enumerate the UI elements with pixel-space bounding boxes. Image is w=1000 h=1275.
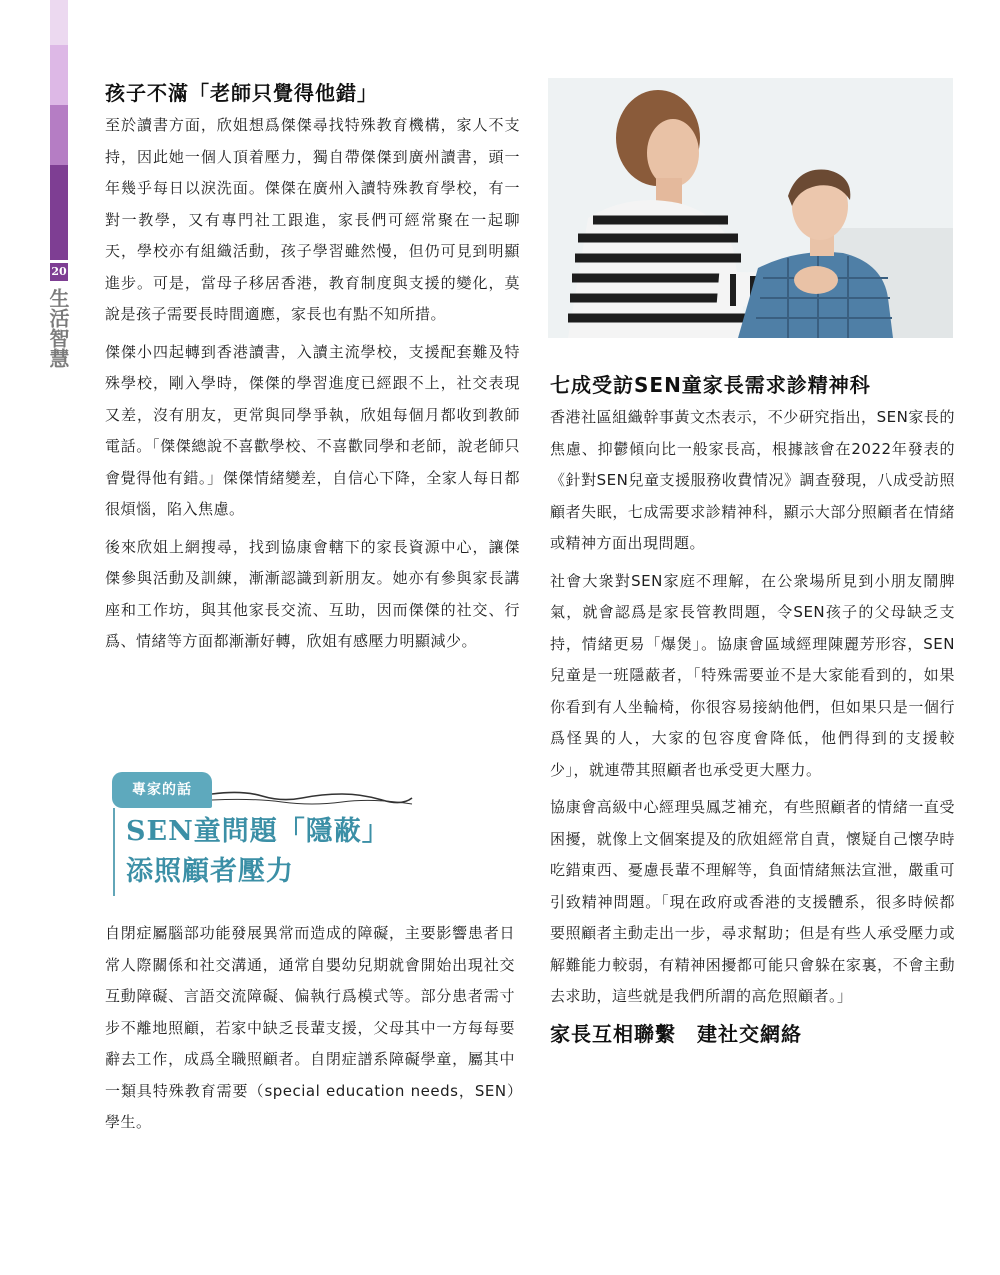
expert-callout — [112, 768, 432, 898]
page-number: 20 — [50, 263, 68, 281]
expert-title-line: 添照顧者壓力 — [126, 856, 294, 887]
body-paragraph: 傑傑小四起轉到香港讀書，入讀主流學校，支援配套難及特殊學校，剛入學時，傑傑的學習進度已經跟不上，社交表現又差，沒有朋友，更常與同學爭執，欣姐每個月都收到教師電話。「傑傑總說不喜歡學校、不喜歡同學和老師，說老師只會覺得他有錯。」傑傑情緒變差，自信心下降，全家人每日都很煩惱，陷入焦慮。 — [105, 342, 520, 518]
section-label: 生活智慧 — [46, 288, 70, 368]
sidebar-color-block — [50, 165, 68, 260]
body-paragraph: 至於讀書方面，欣姐想爲傑傑尋找特殊教育機構，家人不支持，因此她一個人頂着壓力，獨自帶傑傑到廣州讀書，頭一年幾乎每日以淚洗面。傑傑在廣州入讀特殊教育學校，有一對一教學，又有專門社工跟進，家長們可經常聚在一起聊天，學校亦有組織活動，孩子學習雖然慢，但仍可見到明顯進步。可是，當母子移居香港，教育制度與支援的變化，莫說是孩子需要長時間適應，家長也有點不知所措。 — [105, 116, 520, 323]
right-column — [550, 370, 955, 1051]
left-column-lower — [105, 918, 515, 1145]
body-paragraph: 社會大衆對SEN家庭不理解，在公衆場所見到小朋友鬧脾氣，就會認爲是家長管教問題，令SEN孩子的父母缺乏支持，情緒更易「爆煲」。協康會區域經理陳麗芳形容，SEN兒童是一班隱蔽者，「特殊需要並不是大家能看到的，如果你看到有人坐輪椅，你很容易接納他們，但如果只是一個行爲怪異的人，大家的包容度會降低，他們得到的支援較少」，就連帶其照顧者也承受更大壓力。 — [550, 571, 955, 779]
expert-tag: 專家的話 — [112, 772, 212, 808]
body-paragraph: 自閉症屬腦部功能發展異常而造成的障礙，主要影響患者日常人際關係和社交溝通，通常自嬰幼兒期就會開始出現社交互動障礙、言語交流障礙、偏執行爲模式等。部分患者需寸步不離地照顧，若家中缺乏長輩支援，父母其中一方每每要辭去工作，成爲全職照顧者。自閉症譜系障礙學童，屬其中一類具特殊教育需要（special education needs，SEN）學生。 — [105, 924, 515, 1131]
section-heading: 孩子不滿「老師只覺得他錯」 — [105, 81, 378, 105]
expert-title — [126, 812, 436, 892]
photo-illustration — [548, 78, 953, 338]
body-paragraph: 香港社區組織幹事黃文杰表示，不少研究指出，SEN家長的焦慮、抑鬱傾向比一般家長高，根據該會在2022年發表的《針對SEN兒童支援服務收費情况》調查發現，八成受訪照顧者失眠，七成需要求診精神科，顯示大部分照顧者在情緒或精神方面出現問題。 — [550, 408, 955, 552]
section-heading: 七成受訪SEN童家長需求診精神科 — [550, 373, 871, 397]
photo-mother-and-child — [548, 78, 953, 338]
sidebar-color-block — [50, 45, 68, 105]
sidebar-color-block — [50, 105, 68, 165]
section-heading: 家長互相聯繫 建社交網絡 — [550, 1021, 802, 1046]
left-column — [105, 78, 520, 664]
sidebar-color-block — [50, 0, 68, 45]
body-paragraph: 協康會高級中心經理吳鳳芝補充，有些照顧者的情緒一直受困擾，就像上文個案提及的欣姐經常自責，懷疑自己懷孕時吃錯東西、憂慮長輩不理解等，負面情緒無法宣泄，嚴重可引致精神問題。「現在政府或香港的支援體系，很多時候都要照顧者主動走出一步，尋求幫助；但是有些人承受壓力或解難能力較弱，有精神困擾都可能只會躲在家裏，不會主動去求助，這些就是我們所謂的高危照顧者。」 — [550, 798, 955, 1005]
body-paragraph: 後來欣姐上網搜尋，找到協康會轄下的家長資源中心，讓傑傑參與活動及訓練，漸漸認識到新朋友。她亦有參與家長講座和工作坊，與其他家長交流、互助，因而傑傑的社交、行爲、情緒等方面都漸漸好轉，欣姐有感壓力明顯減少。 — [105, 537, 520, 650]
expert-title-line: SEN童問題「隱蔽」 — [126, 816, 390, 847]
